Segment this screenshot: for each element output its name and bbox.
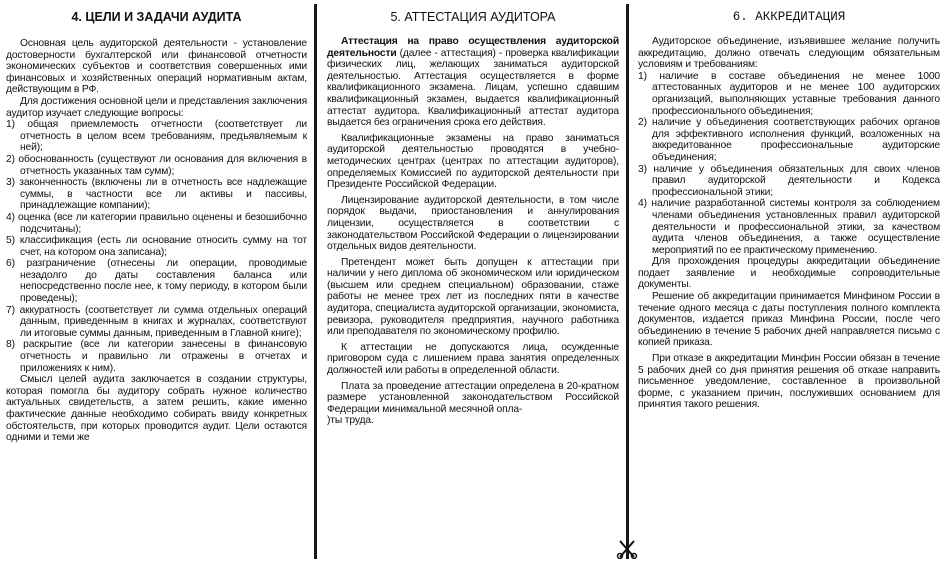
list-item: 7) аккуратность (соответствует ли сумма отдельных операций данным, приведенным в книгах и журналах, соответствуют ли итоговые суммы данным, приведенным в Главной книге); xyxy=(6,304,307,339)
paragraph: Для прохождения процедуры аккредитации объединение подает заявление и необходимые сопроводительные документы. xyxy=(638,256,940,291)
list-item: 4) оценка (все ли категории правильно оценены и безошибочно подсчитаны); xyxy=(6,211,307,235)
scissors-icon xyxy=(616,539,638,559)
section-heading: 5. АТТЕСТАЦИЯ АУДИТОРА xyxy=(390,10,556,24)
paragraph: При отказе в аккредитации Минфин России обязан в течение 5 рабочих дней со дня принятия решения об отказе направить письменное уведомление, составленное в произвольной форме, с указанием причин, послуживших основанием для принятия такого решения. xyxy=(638,353,940,411)
section-goals-of-audit xyxy=(6,0,307,444)
paragraph: Для достижения основной цели и представления заключения аудитор изучает следующие вопросы: xyxy=(6,95,308,119)
list-item: 6) разграничение (отнесены ли операции, проводимые незадолго до даты составления баланса или непосредственно после нее, к тому периоду, в котором были проведены); xyxy=(6,258,307,305)
column-divider xyxy=(314,4,317,559)
paragraph: Основная цель аудиторской деятельности - установление достоверности бухгалтерской или финансовой отчетности экономических субъектов и соответствия совершенных ими финансовых и хозяйственных операций нормативным актам, действующим в РФ. xyxy=(6,38,307,96)
list-item: 2) обоснованность (существуют ли основания для включения в отчетность указанных там сумм); xyxy=(6,153,307,177)
list-item: 1) общая приемлемость отчетности (соответствует ли отчетность в целом всем требованиям, предъявляемым к ней); xyxy=(6,119,307,154)
section-accreditation xyxy=(638,0,940,411)
paragraph-continuation: )ты труда. xyxy=(327,415,374,427)
paragraph: Лицензирование аудиторской деятельности, в том числе порядок выдачи, приостановления и аннулирования лицензии, осуществляется в соответствии с законодательством Российской Федерации о лицензировании отдельных видов деятельности. xyxy=(327,194,619,253)
paragraph xyxy=(327,36,619,129)
section-heading: 4. ЦЕЛИ И ЗАДАЧИ АУДИТА xyxy=(71,10,242,24)
bold-term: Аттестация на право осуществления аудиторской деятельности xyxy=(327,36,619,59)
list-item: 5) классификация (есть ли основание относить сумму на тот счет, на котором она записана); xyxy=(6,235,307,258)
section-auditor-attestation xyxy=(327,0,619,427)
column-divider xyxy=(626,4,629,559)
list-item: 4) наличие разработанной системы контроля за соблюдением членами объединения установленных правил аудиторской деятельности и профессиональной этики, за качеством аудита членов объединения, а также осуществление мероприятий по ее практическому применению. xyxy=(638,198,940,256)
paragraph: Претендент может быть допущен к аттестации при наличии у него диплома об экономическом или юридическом (высшем или среднем специальном) образовании, стаже работы не менее трех лет из последних пяти в качестве аудитора, специалиста аудиторской организации, экономиста, ревизора, руководителя предприятия, научного работника или преподавателя по экономическому профилю. xyxy=(327,256,619,338)
list-item: 2) наличие у объединения соответствующих рабочих органов для эффективного исполнения функций, возложенных на аккредитованное профессиональные аудиторские объединения; xyxy=(638,117,940,163)
list-item: 3) наличие у объединения обязательных для своих членов правил аудиторской деятельности и Кодекса профессиональной этики; xyxy=(638,163,940,198)
list-item: 8) раскрытие (все ли категории занесены в финансовую отчетность и правильно ли отражены в отчетах и приложениях к ним). xyxy=(6,339,307,374)
paragraph: Плата за проведение аттестации определена в 20-кратном размере установленной законодательством Российской Федерации минимальной месячной опла- xyxy=(327,380,619,415)
paragraph: К аттестации не допускаются лица, осужденные приговором суда с лишением права занятия определенных должностей или работы в определенной области. xyxy=(327,341,619,377)
paragraph-text: (далее - аттестация) - проверка квалификации физических лиц, желающих заниматься аудиторской деятельностью. Аттестация осуществляется в форме квалификационного экзамена. Лицам, успешно сдавшим квалификационный экзамен, выдается квалификационный аттестат аудитора. Квалификационный аттестат аудитора выдается без ограничения срока его действия. xyxy=(327,47,619,129)
paragraph: Решение об аккредитации принимается Минфином России в течение одного месяца с даты поступления полного комплекта документов, издается приказ Минфина России, после чего объединению в течение 5 рабочих дней направляется письмо с копией приказа. xyxy=(638,291,940,349)
paragraph: Квалификационные экзамены на право заниматься аудиторской деятельностью проводятся в учебно-методических центрах (центрах по аттестации аудиторов), определяемых Комиссией по аудиторской деятельности при Президенте Российской Федерации. xyxy=(327,132,619,191)
paragraph: Смысл целей аудита заключается в создании структуры, которая помогла бы аудитору собрать нужное количество актуальных свидетельств, а затем решить, какие именно фактические данные необходимо собирать ввиду конкретных обстоятельств, при которых проводится аудит. Цели остаются одними и теми же xyxy=(6,374,307,444)
list-item: 3) законченность (включены ли в отчетность все надлежащие суммы, в частности все ли активы и пассивы, принадлежащие компании); xyxy=(6,177,307,212)
paragraph: Аудиторское объединение, изъявившее желание получить аккредитацию, должно отвечать следующим обязательным условиям и требованиям: xyxy=(638,36,940,71)
list-item: 1) наличие в составе объединения не менее 1000 аттестованных аудиторов и не менее 100 аудиторских организаций, выполняющих уставные требования данного профессионального объединения; xyxy=(638,70,940,117)
section-heading: 6. АККРЕДИТАЦИЯ xyxy=(732,10,846,24)
